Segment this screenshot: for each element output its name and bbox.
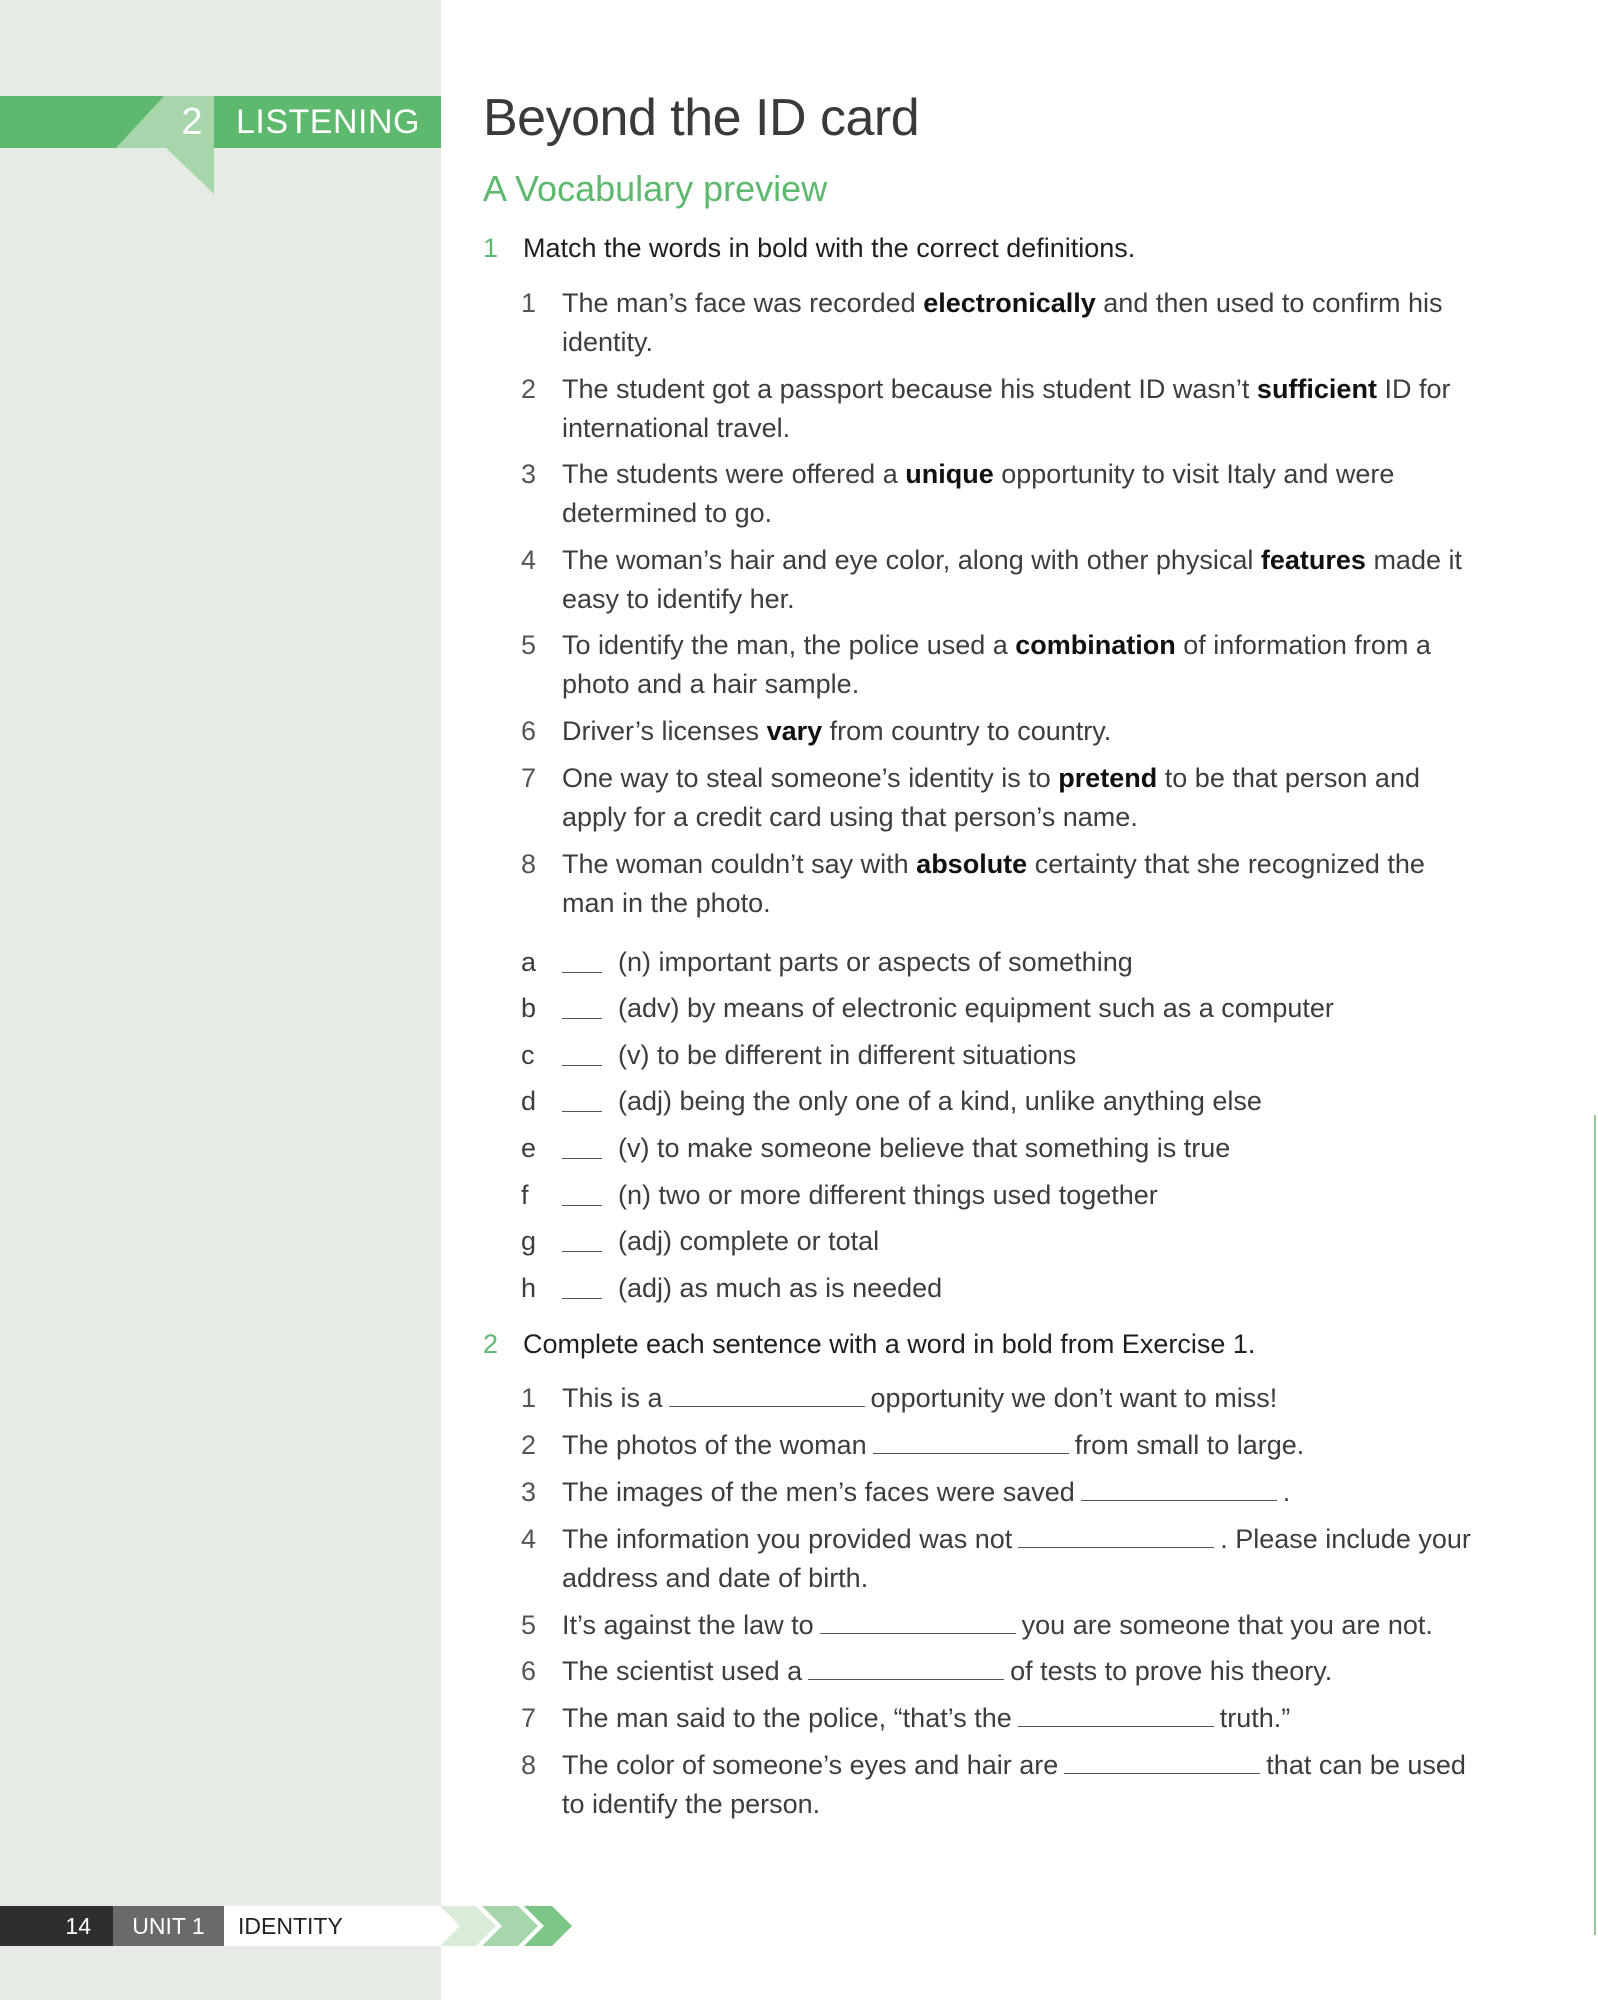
definition-text: (adj) being the only one of a kind, unlike anything else [618, 1086, 1262, 1116]
unit-title: IDENTITY [224, 1906, 450, 1946]
list-item [521, 1473, 1471, 1512]
answer-blank[interactable] [873, 1433, 1069, 1454]
bold-word: pretend [1058, 763, 1158, 793]
item-text: The photos of the woman from small to large. [562, 1430, 1305, 1460]
definition-letter: a [521, 947, 537, 977]
section-number: 2 [181, 101, 203, 143]
list-item [521, 455, 1471, 533]
item-text: To identify the man, the police used a combination of information from a photo and a hair sample. [562, 630, 1431, 699]
item-number: 4 [521, 545, 537, 575]
definition-letter: c [521, 1040, 535, 1070]
answer-blank[interactable] [820, 1613, 1016, 1634]
page-number: 14 [0, 1906, 113, 1946]
answer-blank[interactable] [562, 1099, 602, 1112]
footer-chevrons-icon [440, 1906, 600, 1946]
item-number: 7 [521, 763, 537, 793]
item-text: The scientist used a of tests to prove his theory. [562, 1656, 1333, 1686]
item-text: Driver’s licenses vary from country to country. [562, 716, 1112, 746]
definition-row [521, 1223, 879, 1259]
instruction-text: Match the words in bold with the correct definitions. [523, 233, 1136, 263]
definition-letter: f [521, 1180, 529, 1210]
definition-row [521, 1037, 1076, 1073]
item-number: 2 [521, 374, 537, 404]
item-number: 5 [521, 1610, 537, 1640]
definition-text: (n) important parts or aspects of something [618, 947, 1133, 977]
list-item [521, 626, 1471, 704]
definition-row [521, 1177, 1158, 1213]
answer-blank[interactable] [669, 1386, 865, 1407]
section-heading: A Vocabulary preview [483, 168, 828, 209]
page-footer [0, 1906, 600, 1946]
definition-text: (adj) as much as is needed [618, 1273, 943, 1303]
bold-word: vary [766, 716, 823, 746]
definition-letter: g [521, 1226, 537, 1256]
left-margin-panel [0, 0, 441, 2000]
list-item [521, 759, 1471, 837]
bold-word: electronically [923, 288, 1096, 318]
page-edge-rule [1594, 1115, 1596, 1935]
list-item [521, 845, 1471, 923]
item-text: The information you provided was not . Please include your address and date of birth. [562, 1524, 1471, 1593]
list-item [521, 1379, 1471, 1418]
item-text: The woman couldn’t say with absolute certainty that she recognized the man in the photo. [562, 849, 1425, 918]
answer-blank[interactable] [562, 1053, 602, 1066]
exercise-1-instruction [483, 233, 1135, 264]
definition-text: (adv) by means of electronic equipment such as a computer [618, 993, 1334, 1023]
exercise-number: 2 [483, 1329, 499, 1359]
definition-text: (v) to make someone believe that something is true [618, 1133, 1231, 1163]
definition-letter: e [521, 1133, 537, 1163]
bold-word: sufficient [1256, 374, 1377, 404]
item-number: 6 [521, 1656, 537, 1686]
bold-word: combination [1015, 630, 1176, 660]
definition-letter: h [521, 1273, 537, 1303]
instruction-text: Complete each sentence with a word in bold from Exercise 1. [523, 1329, 1256, 1359]
definition-letter: b [521, 993, 537, 1023]
list-item [521, 370, 1471, 448]
answer-blank[interactable] [1018, 1706, 1214, 1727]
item-number: 6 [521, 716, 537, 746]
item-number: 1 [521, 1383, 537, 1413]
exercise-number: 1 [483, 233, 499, 263]
definition-row [521, 944, 1133, 980]
item-text: The man’s face was recorded electronically and then used to confirm his identity. [562, 288, 1443, 357]
list-item [521, 712, 1471, 751]
banner-tail [166, 148, 214, 194]
definition-row [521, 1130, 1230, 1166]
definition-row [521, 1270, 942, 1306]
item-number: 3 [521, 459, 537, 489]
list-item [521, 1746, 1471, 1824]
list-item [521, 1426, 1471, 1465]
definition-text: (n) two or more different things used together [618, 1180, 1158, 1210]
item-number: 8 [521, 1750, 537, 1780]
answer-blank[interactable] [562, 1286, 602, 1299]
answer-blank[interactable] [1064, 1753, 1260, 1774]
item-text: The students were offered a unique opportunity to visit Italy and were determined to go. [562, 459, 1395, 528]
answer-blank[interactable] [562, 960, 602, 973]
definition-row [521, 990, 1334, 1026]
answer-blank[interactable] [808, 1659, 1004, 1680]
banner-tab-cut [116, 96, 164, 148]
list-item [521, 284, 1471, 362]
definition-text: (v) to be different in different situations [618, 1040, 1077, 1070]
list-item [521, 1699, 1471, 1738]
item-text: The man said to the police, “that’s the truth.” [562, 1703, 1291, 1733]
item-text: This is a opportunity we don’t want to miss! [562, 1383, 1278, 1413]
item-number: 8 [521, 849, 537, 879]
answer-blank[interactable] [1081, 1480, 1277, 1501]
page-title: Beyond the ID card [483, 89, 920, 147]
item-text: The color of someone’s eyes and hair are that can be used to identify the person. [562, 1750, 1466, 1819]
bold-word: absolute [916, 849, 1028, 879]
list-item [521, 1520, 1471, 1598]
bold-word: features [1260, 545, 1366, 575]
item-text: The images of the men’s faces were saved . [562, 1477, 1291, 1507]
item-text: The student got a passport because his student ID wasn’t sufficient ID for international travel. [562, 374, 1451, 443]
exercise-2-instruction [483, 1329, 1255, 1360]
list-item [521, 1606, 1471, 1645]
list-item [521, 1652, 1471, 1691]
item-text: It’s against the law to you are someone that you are not. [562, 1610, 1433, 1640]
item-text: One way to steal someone’s identity is to pretend to be that person and apply for a credit card using that person’s name. [562, 763, 1420, 832]
answer-blank[interactable] [562, 1193, 602, 1206]
definition-row [521, 1083, 1262, 1119]
unit-label: UNIT 1 [113, 1906, 224, 1946]
section-banner [0, 96, 441, 148]
answer-blank[interactable] [1018, 1527, 1214, 1548]
bold-word: unique [905, 459, 994, 489]
section-label: LISTENING [236, 103, 420, 141]
item-number: 4 [521, 1524, 537, 1554]
definition-letter: d [521, 1086, 537, 1116]
item-number: 1 [521, 288, 537, 318]
answer-blank[interactable] [562, 1239, 602, 1252]
item-text: The woman’s hair and eye color, along with other physical features made it easy to identify her. [562, 545, 1462, 614]
list-item [521, 541, 1471, 619]
answer-blank[interactable] [562, 1146, 602, 1159]
answer-blank[interactable] [562, 1006, 602, 1019]
item-number: 3 [521, 1477, 537, 1507]
item-number: 5 [521, 630, 537, 660]
item-number: 2 [521, 1430, 537, 1460]
item-number: 7 [521, 1703, 537, 1733]
definition-text: (adj) complete or total [618, 1226, 880, 1256]
